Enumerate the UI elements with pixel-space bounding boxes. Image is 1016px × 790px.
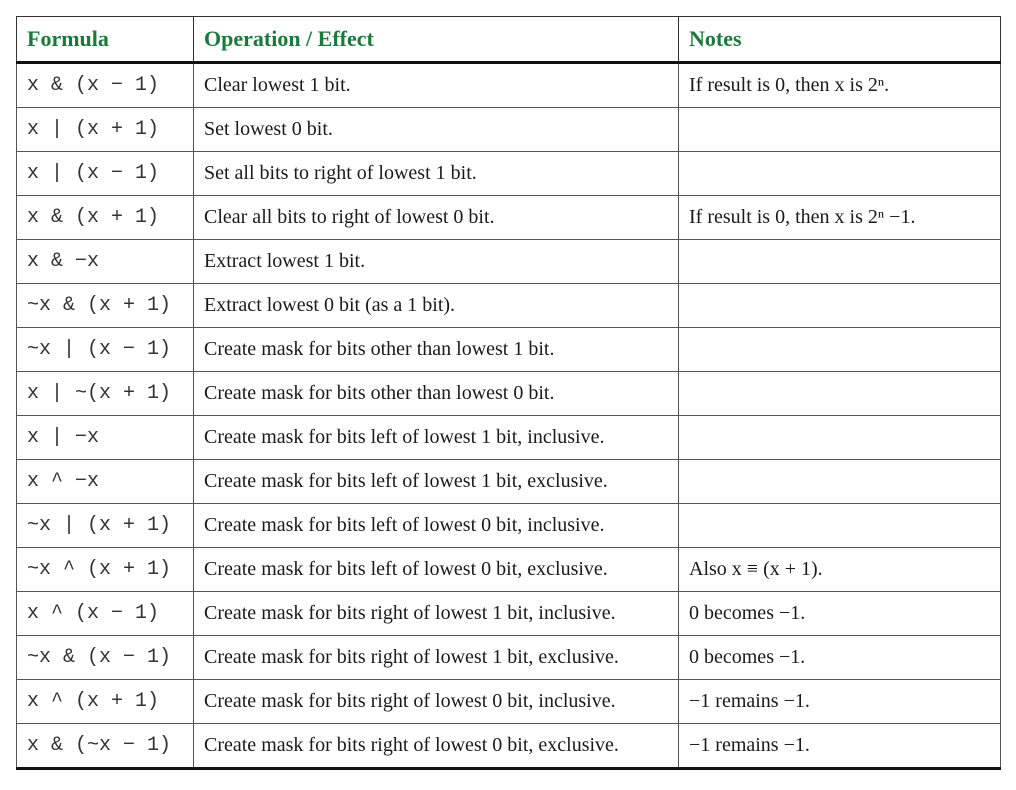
operation-cell: Create mask for bits right of lowest 1 bit, exclusive. (194, 636, 679, 680)
table-row (17, 240, 1001, 284)
table-row (17, 636, 1001, 680)
notes-cell: −1 remains −1. (679, 724, 1001, 769)
table-row (17, 152, 1001, 196)
formula-cell: ~x & (x + 1) (17, 284, 194, 328)
notes-cell (679, 108, 1001, 152)
table-row (17, 63, 1001, 108)
table-row (17, 504, 1001, 548)
operation-cell: Set all bits to right of lowest 1 bit. (194, 152, 679, 196)
operation-cell: Create mask for bits left of lowest 1 bit, exclusive. (194, 460, 679, 504)
operation-cell: Create mask for bits other than lowest 0 bit. (194, 372, 679, 416)
formula-cell: x & (x + 1) (17, 196, 194, 240)
header-formula: Formula (17, 17, 194, 63)
notes-cell (679, 504, 1001, 548)
operation-cell: Create mask for bits left of lowest 1 bit, inclusive. (194, 416, 679, 460)
formula-cell: x | (x + 1) (17, 108, 194, 152)
formula-cell: ~x | (x − 1) (17, 328, 194, 372)
operation-cell: Create mask for bits other than lowest 1 bit. (194, 328, 679, 372)
notes-cell: If result is 0, then x is 2ⁿ −1. (679, 196, 1001, 240)
operation-cell: Create mask for bits right of lowest 0 bit, exclusive. (194, 724, 679, 769)
notes-cell: 0 becomes −1. (679, 636, 1001, 680)
table-row (17, 196, 1001, 240)
bit-operations-table (16, 16, 1001, 770)
formula-cell: x & (~x − 1) (17, 724, 194, 769)
formula-cell: x & −x (17, 240, 194, 284)
notes-cell: 0 becomes −1. (679, 592, 1001, 636)
table-row (17, 416, 1001, 460)
header-row (17, 17, 1001, 63)
notes-cell: Also x ≡ (x + 1). (679, 548, 1001, 592)
operation-cell: Create mask for bits left of lowest 0 bit, exclusive. (194, 548, 679, 592)
table-row (17, 592, 1001, 636)
table-row (17, 108, 1001, 152)
notes-cell (679, 328, 1001, 372)
table-row (17, 548, 1001, 592)
operation-cell: Set lowest 0 bit. (194, 108, 679, 152)
formula-cell: x | (x − 1) (17, 152, 194, 196)
formula-cell: ~x | (x + 1) (17, 504, 194, 548)
table-header (17, 17, 1001, 63)
operation-cell: Clear lowest 1 bit. (194, 63, 679, 108)
header-notes: Notes (679, 17, 1001, 63)
notes-cell (679, 460, 1001, 504)
formula-cell: ~x & (x − 1) (17, 636, 194, 680)
operation-cell: Extract lowest 0 bit (as a 1 bit). (194, 284, 679, 328)
formula-cell: x | ~(x + 1) (17, 372, 194, 416)
formula-cell: x ^ −x (17, 460, 194, 504)
operation-cell: Extract lowest 1 bit. (194, 240, 679, 284)
formula-cell: x | −x (17, 416, 194, 460)
notes-cell: −1 remains −1. (679, 680, 1001, 724)
formula-cell: ~x ^ (x + 1) (17, 548, 194, 592)
formula-cell: x ^ (x − 1) (17, 592, 194, 636)
notes-cell: If result is 0, then x is 2ⁿ. (679, 63, 1001, 108)
operation-cell: Create mask for bits right of lowest 0 bit, inclusive. (194, 680, 679, 724)
table-row (17, 680, 1001, 724)
header-operation: Operation / Effect (194, 17, 679, 63)
operation-cell: Create mask for bits left of lowest 0 bit, inclusive. (194, 504, 679, 548)
operation-cell: Clear all bits to right of lowest 0 bit. (194, 196, 679, 240)
notes-cell (679, 284, 1001, 328)
notes-cell (679, 416, 1001, 460)
table-row (17, 460, 1001, 504)
operation-cell: Create mask for bits right of lowest 1 bit, inclusive. (194, 592, 679, 636)
formula-cell: x ^ (x + 1) (17, 680, 194, 724)
notes-cell (679, 240, 1001, 284)
table-row (17, 328, 1001, 372)
table-row (17, 372, 1001, 416)
table-row (17, 284, 1001, 328)
table-row (17, 724, 1001, 769)
notes-cell (679, 152, 1001, 196)
formula-cell: x & (x − 1) (17, 63, 194, 108)
table-body (17, 63, 1001, 769)
notes-cell (679, 372, 1001, 416)
